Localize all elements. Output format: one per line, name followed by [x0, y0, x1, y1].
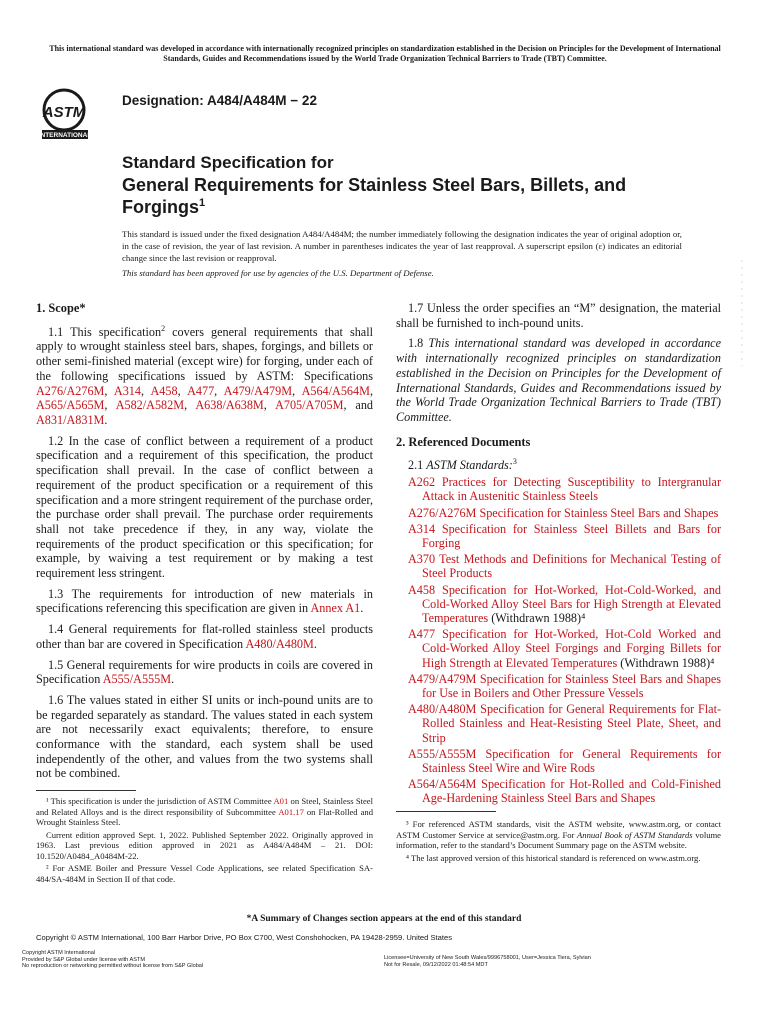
reference-item: [396, 475, 721, 503]
margin-watermark: [738, 258, 746, 368]
footnote-1: ¹ This specification is under the jurisdiction of ASTM Committee A01 on Steel, Stainless Steel and Related Alloys and is the direct responsibility of Subcommittee A01.17 on Flat-Rolled and Wrought Stainless Steel.: [36, 796, 374, 827]
reference-title-link[interactable]: Practices for Detecting Susceptibility to Intergranular Attack in Austenitic Stainless Steels: [422, 475, 722, 504]
para-1-2: 1.2 In the case of conflict between a requirement of a product specification and a requirement of this specification, the product specification shall prevail. In the case of conflict between a requirement of the product specification or a requirement of this specification and a more stringent requirement of the purchase order, the purchase order shall prevail. The purchase order requirements shall not take precedence if they, in any way, violate the requirements of the product specification or this specification; for example, by waiving a test requirement or by making a test requirement less stringent.: [36, 433, 373, 581]
license-right: Licensee=University of New South Wales/9996758001, User=Jessica Tiera, Sylvian Not for Resale, 09/12/2022 01:48:54 MDT: [384, 955, 591, 968]
para-1-7: 1.7 Unless the order specifies an “M” designation, the material shall be furnished to inch-pound units.: [396, 301, 721, 330]
reference-code-link[interactable]: A564/A564M: [408, 777, 477, 792]
link-A555[interactable]: A555/A555M: [102, 672, 172, 687]
astm-logo: [38, 86, 118, 142]
reference-list: [396, 475, 721, 805]
reference-code-link[interactable]: A262: [408, 475, 436, 490]
reference-title-link[interactable]: Specification for General Requirements for Flat-Rolled Stainless and Heat-Resisting Steel Plate, Sheet, and Strip: [422, 702, 722, 745]
right-column: [396, 301, 721, 808]
footnote-1-edition: Current edition approved Sept. 1, 2022. Published September 2022. Originally approved in 1963. Last previous edition approved in 2021 as A484/A484M – 21. DOI: 10.1520/A0484_A0484M-22.: [36, 829, 373, 861]
reference-extra: (Withdrawn 1988)⁴: [617, 655, 715, 670]
para-1-4: 1.4 General requirements for flat-rolled stainless steel products other than bar are covered in Specification A480/A480M.: [36, 622, 373, 651]
document-title: [122, 152, 722, 218]
title-line-1: Standard Specification for: [122, 153, 334, 172]
reference-title-link[interactable]: Specification for Stainless Steel Bars and Shapes for Use in Boilers and Other Pressure Vessels: [422, 671, 721, 700]
wto-notice: This international standard was developed in accordance with internationally recognized principles on standardization established in the Decision on Principles for the Development of International Standards, Guides and Recommendations issued by the World Trade Organization Technical Barriers to Trade (TBT) Committee.: [49, 44, 721, 63]
references-heading: 2. Referenced Documents: [396, 434, 531, 449]
reference-item: [396, 506, 721, 520]
reference-item: [396, 583, 721, 626]
link-annex-a1[interactable]: Annex A1: [310, 601, 361, 616]
dod-approved-note: This standard has been approved for use by agencies of the U.S. Department of Defense.: [122, 268, 434, 278]
copyright-line: Copyright © ASTM International, 100 Barr Harbor Drive, PO Box C700, West Conshohocken, PA 19428-2959. United States: [36, 933, 453, 942]
spec-link[interactable]: A477: [187, 383, 215, 398]
summary-of-changes-note: *A Summary of Changes section appears at the end of this standard: [246, 914, 522, 924]
para-1-3: 1.3 The requirements for introduction of new materials in specifications referencing this specification are given in Annex A1.: [36, 586, 373, 616]
para-1-6: 1.6 The values stated in either SI units or inch-pound units are to be regarded separately as standard. The values stated in each system are not necessarily exact equivalents; therefore, to ensure conformance with the standard, each system shall be used independently of the other, and values from the two systems shall not be combined.: [36, 692, 373, 781]
license-left: Copyright ASTM International Provided by S&P Global under license with ASTM No reproduction or networking permitted without license from S&P Global: [22, 950, 204, 970]
link-subcommittee[interactable]: A01.17: [278, 806, 304, 817]
spec-link[interactable]: A705/A705M: [275, 398, 344, 413]
link-A831[interactable]: A831/A831M: [36, 412, 105, 427]
reference-code-link[interactable]: A480/A480M: [408, 702, 477, 717]
reference-title-link[interactable]: Specification for Hot-Worked, Hot-Cold Worked and Cold-Worked Alloy Steel Forgings and Forging Billets for High Strength at Elevated Temperatures: [422, 627, 722, 670]
left-column: [36, 301, 373, 787]
footnotes-right: [396, 819, 721, 865]
title-line-3: Forgings: [122, 197, 199, 217]
reference-title-link[interactable]: Specification for General Requirements for Stainless Steel Wire and Wire Rods: [422, 746, 721, 775]
spec-link[interactable]: A314: [113, 383, 141, 398]
reference-title-link[interactable]: Specification for Stainless Steel Billets and Bars for Forging: [422, 521, 722, 550]
link-A480[interactable]: A480/A480M: [245, 636, 314, 651]
reference-code-link[interactable]: A555/A555M: [408, 746, 477, 761]
issued-note: This standard is issued under the fixed designation A484/A484M; the number immediately following the designation indicates the year of original adoption or, in the case of revision, the year of last revision. A number in parentheses indicates the year of last reapproval. A superscript epsilon (ε) indicates an editorial change since the last revision or reapproval.: [122, 229, 682, 263]
footnote-4: ⁴ The last approved version of this historical standard is referenced on www.astm.org.: [406, 852, 701, 863]
footnote-rule-left: [36, 790, 136, 791]
reference-code-link[interactable]: A458: [408, 582, 436, 597]
designation: Designation: A484/A484M − 22: [122, 93, 317, 108]
spec-link[interactable]: A564/A564M: [301, 383, 370, 398]
para-1-8: 1.8 This international standard was developed in accordance with internationally recognized principles on standardization established in the Decision on Principles for the Development of International Standards, Guides and Recommendations issued by the World Trade Organization Technical Barriers to Trade (TBT) Committee.: [396, 336, 721, 424]
spec-link[interactable]: A276/A276M: [36, 383, 105, 398]
astm-standards-subheading: 2.1 ASTM Standards:$^3$: [408, 457, 517, 473]
reference-title-link[interactable]: Specification for Stainless Steel Bars and Shapes: [479, 505, 719, 520]
spec-link[interactable]: A565/A565M: [36, 398, 105, 413]
reference-title-link[interactable]: Test Methods and Definitions for Mechanical Testing of Steel Products: [422, 552, 721, 581]
logo-text: ASTM: [42, 104, 86, 121]
footnotes-left: [36, 796, 373, 886]
spec-link[interactable]: A582/A582M: [115, 398, 185, 413]
reference-code-link[interactable]: A477: [408, 627, 436, 642]
reference-code-link[interactable]: A314: [408, 521, 436, 536]
footnote-rule-right: [396, 811, 496, 812]
reference-code-link[interactable]: A479/A479M: [408, 671, 477, 686]
reference-item: [396, 522, 721, 550]
reference-item: [396, 627, 721, 670]
para-1-5: 1.5 General requirements for wire products in coils are covered in Specification A555/A555M.: [36, 657, 373, 687]
spec-link[interactable]: A638/A638M: [195, 398, 264, 413]
reference-code-link[interactable]: A276/A276M: [408, 505, 477, 520]
footnote-2: ² For ASME Boiler and Pressure Vessel Code Applications, see related Specification SA-484/SA-484M in Section II of that code.: [36, 863, 373, 884]
reference-item: [396, 747, 721, 775]
reference-item: [396, 672, 721, 700]
spec-link[interactable]: A479/A479M: [223, 383, 293, 398]
reference-item: [396, 777, 721, 805]
reference-title-link[interactable]: Specification for Hot-Worked, Hot-Cold-Worked, and Cold-Worked Alloy Steel Bars for High Strength at Elevated Temperatures: [422, 582, 722, 625]
reference-item: [396, 552, 721, 580]
reference-code-link[interactable]: A370: [408, 552, 436, 567]
logo-subtext: INTERNATIONAL: [38, 132, 92, 139]
footnote-3: ³ For referenced ASTM standards, visit the ASTM website, www.astm.org, or contact ASTM Customer Service at service@astm.org. For Annual Book of ASTM Standards volume information, refer to the standard’s Document Summary page on the ASTM website.: [396, 819, 721, 850]
link-committee-A01[interactable]: A01: [273, 796, 289, 806]
spec-link[interactable]: A458: [150, 383, 178, 398]
reference-item: [396, 702, 721, 745]
scope-heading: 1. Scope*: [36, 301, 86, 315]
title-footnote-mark: 1: [199, 197, 206, 209]
reference-title-link[interactable]: Specification for Hot-Rolled and Cold-Finished Age-Hardening Stainless Steel Bars and Shapes: [422, 777, 721, 806]
title-line-2: General Requirements for Stainless Steel Bars, Billets, and: [122, 175, 627, 195]
reference-extra: (Withdrawn 1988)⁴: [488, 610, 586, 625]
para-1-1: 1.1 This specification$^2$ covers general requirements that shall apply to wrought stainless steel bars, shapes, forgings, and billets or other semi-finished material (except wire) for forging, under each of the following specifications issued by ASTM: Specifications A276/A276M, A314, A458, A477, A479/A479M, A564/A564M, A565/A565M, A582/A582M, A638/A638M, A705/A705M, and A831/A831M.: [36, 323, 374, 427]
